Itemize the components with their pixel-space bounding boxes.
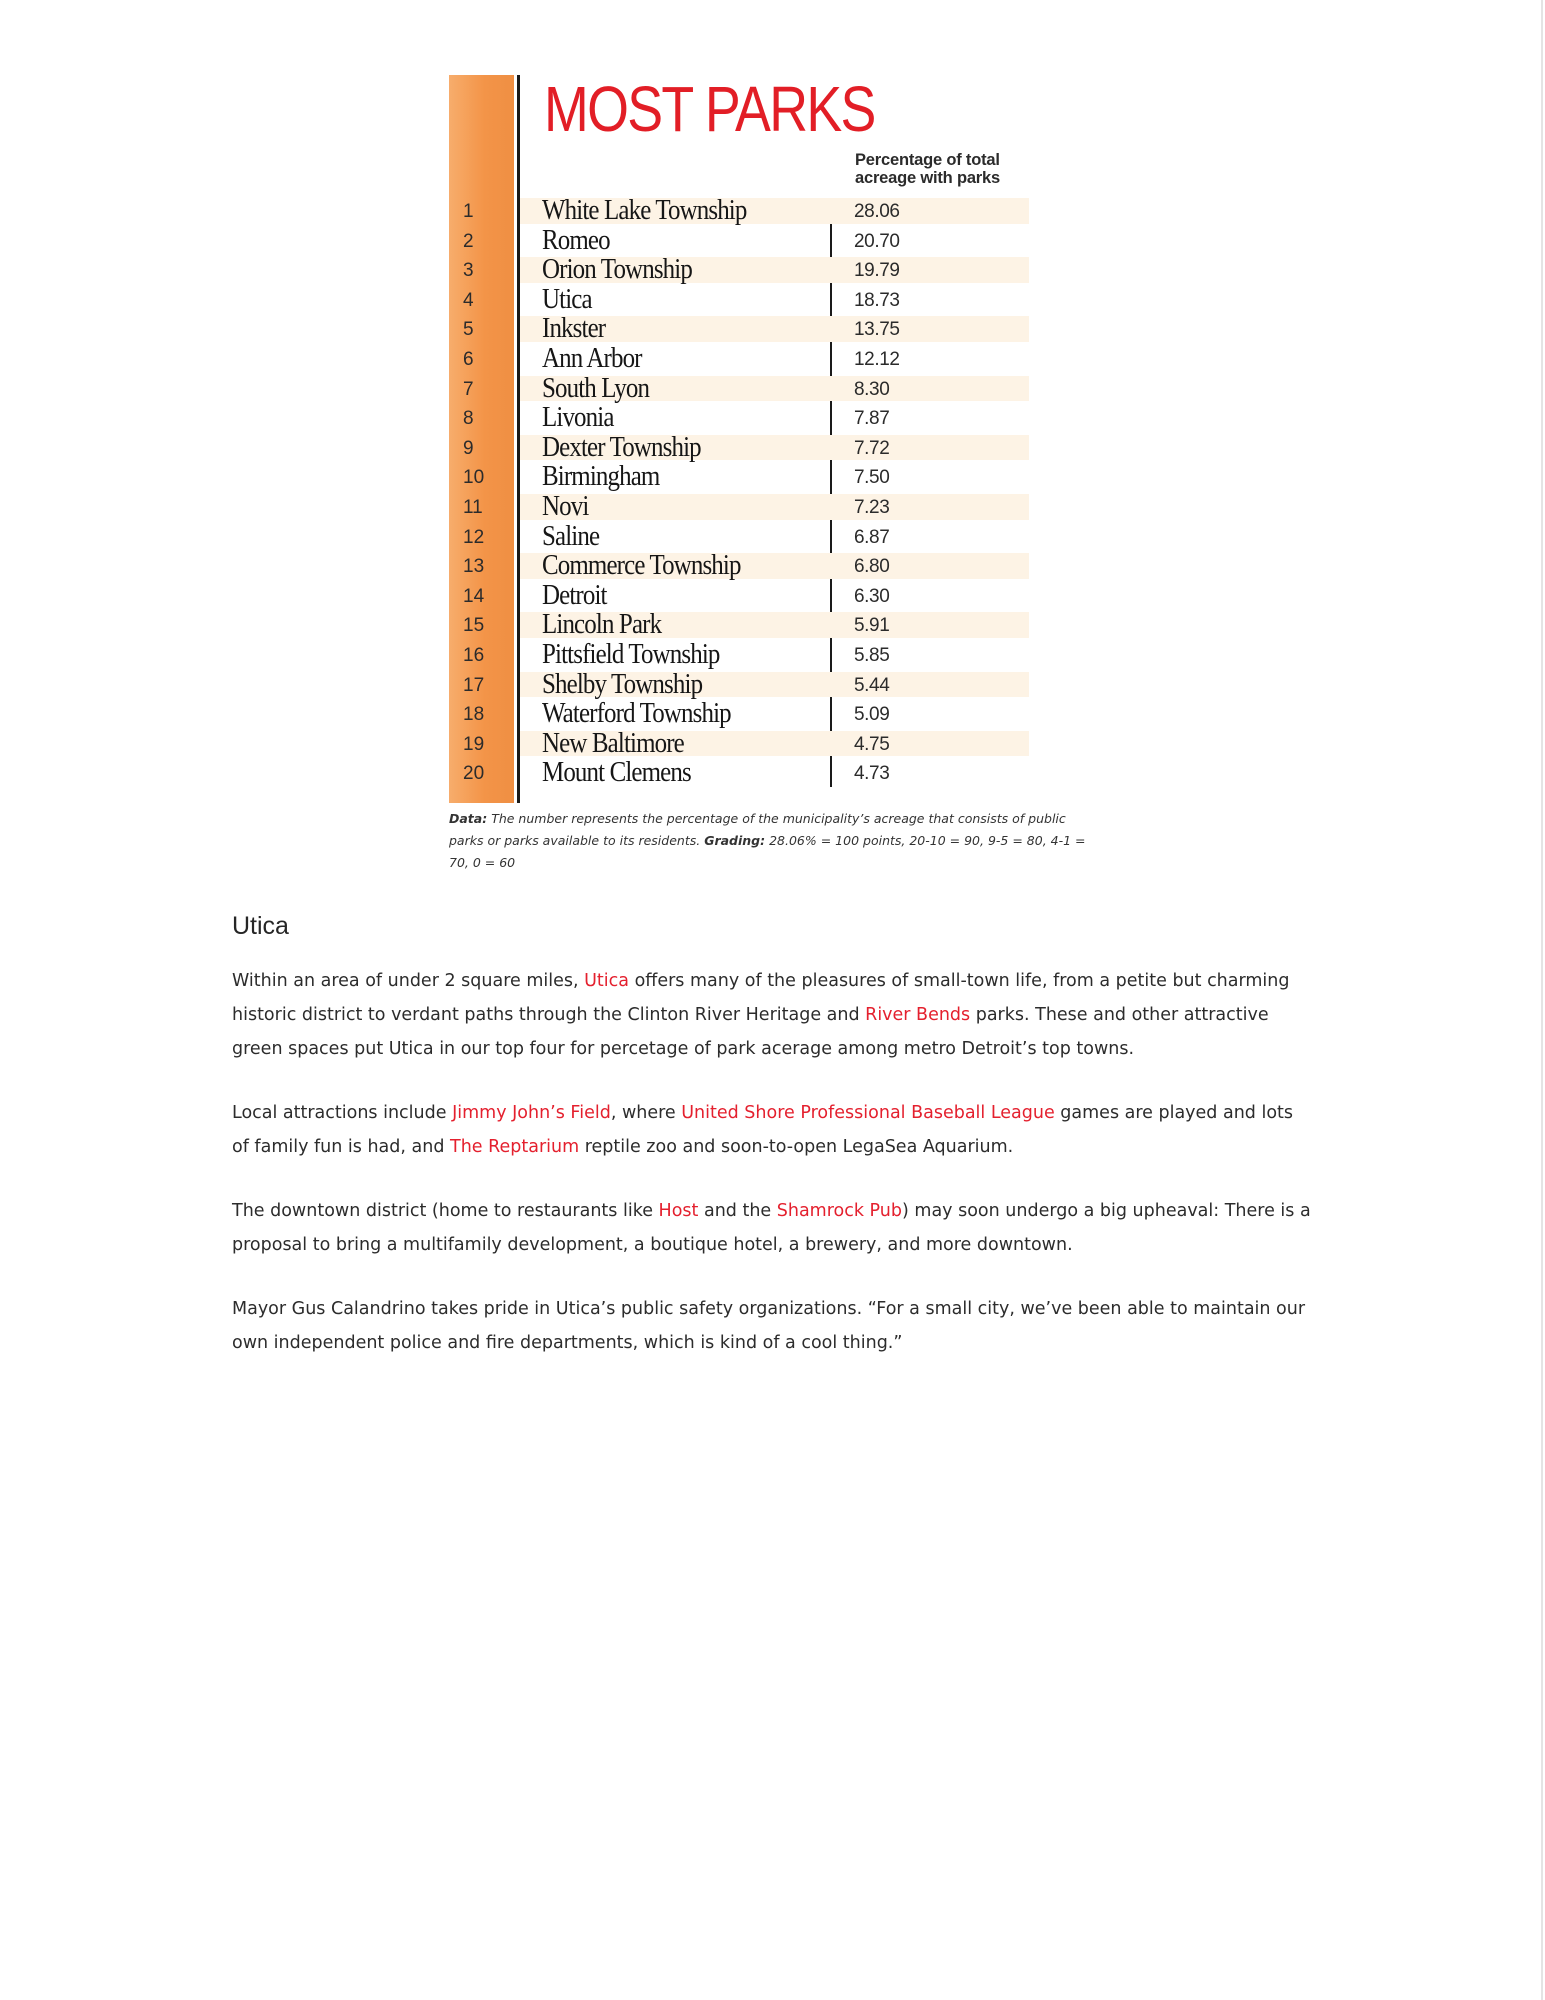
row-percentage: 7.72 (854, 437, 890, 459)
table-row (449, 403, 1029, 433)
link-host[interactable]: Host (658, 1201, 699, 1221)
row-town: Mount Clemens (542, 756, 691, 789)
row-rank: 14 (463, 585, 485, 607)
table-note (449, 808, 1089, 874)
table-row (449, 223, 1029, 256)
text: offers many of the pleasures of small-town life, from a petite but charming historic district to verdant paths through the Clinton River Heritage and (232, 971, 1290, 1025)
text: games are played and lots of family fun is had, and (232, 1103, 1294, 1157)
link-shamrock-pub[interactable]: Shamrock Pub (776, 1201, 903, 1221)
row-rank: 9 (463, 437, 474, 459)
table-row (449, 610, 1029, 640)
row-town: Waterford Township (542, 697, 731, 730)
row-percentage: 19.79 (854, 260, 900, 282)
row-rank: 2 (463, 230, 474, 252)
table-row (449, 196, 1029, 226)
table-row (449, 519, 1029, 552)
row-rank: 1 (463, 201, 474, 222)
table-row (449, 282, 1029, 315)
row-percentage: 28.06 (854, 201, 900, 222)
row-rank: 3 (463, 260, 474, 282)
row-rank: 17 (463, 674, 485, 696)
row-rank: 20 (463, 763, 485, 785)
text: reptile zoo and soon-to-open LegaSea Aquarium. (579, 1137, 1014, 1157)
row-percentage: 6.30 (854, 585, 890, 607)
row-town: Orion Township (542, 253, 692, 286)
text: parks. These and other attractive green spaces put Utica in our top four for percetage of park acerage among metro Detroit’s top towns. (232, 1005, 1269, 1059)
row-rank: 13 (463, 556, 485, 578)
row-rank: 6 (463, 348, 474, 370)
text: Mayor Gus Calandrino takes pride in Utica’s public safety organizations. “For a small city, we’ve been able to maintain our own independent police and fire departments, which is kind of a cool thing.” (232, 1299, 1306, 1353)
column-header-line-1: Percentage of total (855, 151, 1000, 169)
row-percentage: 5.85 (854, 644, 890, 666)
note-grading-label: Grading: (704, 833, 766, 848)
column-header (855, 151, 1055, 187)
row-town: Utica (542, 282, 592, 315)
text: and the (698, 1201, 777, 1221)
row-town: Dexter Township (542, 430, 701, 463)
paragraph-2 (232, 1096, 1312, 1164)
row-town: Ann Arbor (542, 341, 642, 374)
row-town: Shelby Township (542, 667, 703, 700)
row-town: Saline (542, 519, 600, 552)
table-row (449, 430, 1029, 463)
text: , where (610, 1103, 682, 1123)
table-row (449, 667, 1029, 700)
row-percentage: 18.73 (854, 289, 900, 311)
row-town: Inkster (542, 312, 606, 345)
row-percentage: 7.23 (854, 496, 890, 518)
row-percentage: 8.30 (854, 378, 890, 400)
row-percentage: 5.44 (854, 674, 890, 696)
table-row (449, 371, 1029, 404)
row-band (520, 489, 1029, 522)
table-row (449, 255, 1029, 285)
row-rank: 4 (463, 289, 474, 311)
table-row (449, 314, 1029, 344)
row-percentage: 7.87 (854, 408, 890, 430)
row-town: Romeo (542, 223, 610, 256)
row-town: New Baltimore (542, 726, 684, 759)
note-data-label: Data: (449, 811, 488, 826)
table-rows (449, 196, 1029, 788)
row-percentage: 20.70 (854, 230, 900, 252)
row-rank: 18 (463, 704, 485, 726)
note-data-text: The number represents the percentage of the municipality’s acreage that consists of public parks or parks available to its residents. (449, 811, 1066, 848)
row-town: South Lyon (542, 371, 650, 404)
most-parks-table (449, 75, 1029, 803)
paragraph-1 (232, 964, 1312, 1066)
paragraph-3 (232, 1194, 1312, 1262)
row-band (520, 282, 1029, 315)
row-rank: 19 (463, 733, 485, 755)
article-title: Utica (232, 912, 289, 940)
note-grading-text: 28.06% = 100 points, 20-10 = 90, 9-5 = 80, 4-1 = 70, 0 = 60 (449, 833, 1086, 870)
row-rank: 16 (463, 644, 485, 666)
text: ) may soon undergo a big upheaval: There is a proposal to bring a multifamily development, a boutique hotel, a brewery, and more downtown. (232, 1201, 1311, 1255)
paragraph-4 (232, 1292, 1312, 1360)
row-town: Birmingham (542, 460, 660, 493)
table-row (449, 551, 1029, 581)
table-row (449, 726, 1029, 759)
text: Local attractions include (232, 1103, 453, 1123)
row-rank: 8 (463, 408, 474, 430)
row-town: Detroit (542, 578, 607, 611)
row-town: Pittsfield Township (542, 637, 720, 670)
row-town: Commerce Township (542, 549, 741, 582)
table-row (449, 578, 1029, 611)
row-percentage: 13.75 (854, 319, 900, 341)
row-town: Livonia (542, 401, 614, 434)
row-rank: 7 (463, 378, 474, 400)
row-town: Novi (542, 489, 589, 522)
article-body (232, 964, 1312, 1390)
row-percentage: 12.12 (854, 348, 900, 370)
table-row (449, 489, 1029, 522)
link-river-bends[interactable]: River Bends (865, 1005, 971, 1025)
text: The downtown district (home to restaurants like (232, 1201, 659, 1221)
table-row (449, 699, 1029, 729)
row-percentage: 6.87 (854, 526, 890, 548)
table-row (449, 758, 1029, 788)
link-the-reptarium[interactable]: The Reptarium (450, 1137, 580, 1157)
table-row (449, 637, 1029, 670)
row-rank: 10 (463, 467, 485, 489)
table-row (449, 462, 1029, 492)
row-town: White Lake Township (542, 194, 747, 226)
column-header-line-2: acreage with parks (855, 169, 1000, 187)
row-town: Lincoln Park (542, 608, 662, 641)
row-rank: 15 (463, 615, 485, 637)
row-percentage: 7.50 (854, 467, 890, 489)
row-percentage: 5.91 (854, 615, 890, 637)
row-rank: 11 (463, 496, 483, 518)
text: Within an area of under 2 square miles, (232, 971, 585, 991)
link-united-shore-baseball-league[interactable]: United Shore Professional Baseball League (681, 1103, 1055, 1123)
row-percentage: 6.80 (854, 556, 890, 578)
link-utica[interactable]: Utica (584, 971, 630, 991)
link-jimmy-johns-field[interactable]: Jimmy John’s Field (452, 1103, 611, 1123)
row-percentage: 4.73 (854, 763, 890, 785)
table-row (449, 341, 1029, 374)
page-edge-line (1541, 0, 1543, 2000)
row-percentage: 4.75 (854, 733, 890, 755)
row-rank: 5 (463, 319, 474, 341)
row-percentage: 5.09 (854, 704, 890, 726)
row-rank: 12 (463, 526, 485, 548)
table-title: MOST PARKS (544, 73, 875, 145)
